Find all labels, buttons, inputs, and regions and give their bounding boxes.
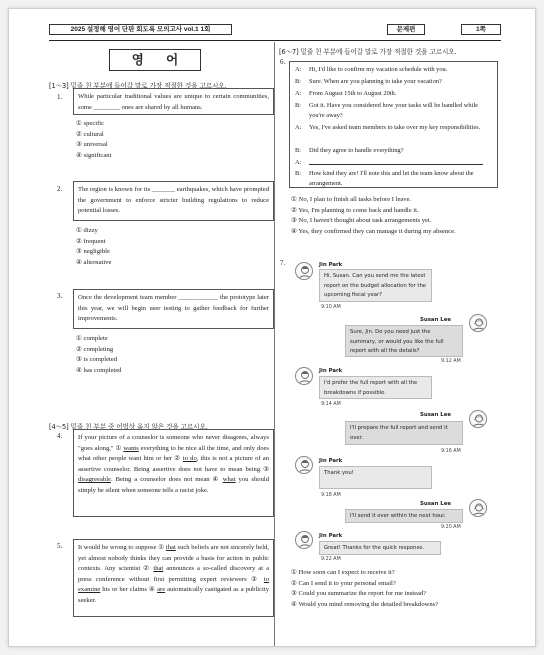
question-5-passage: It would be wrong to suppose ① that such beliefs are not sincerely held, yet almost nobody thinks they can provide a basis for action in public contexts. Any scientist ② that announces a so-called discovery at a press conference without first permitting expert reviewers ③ to examine his or her claims ④ are automatically castigated as a publicity seeker.	[73, 539, 274, 617]
header-rule	[49, 40, 501, 41]
timestamp: 9:20 AM	[441, 525, 461, 530]
avatar-susan-lee	[469, 499, 487, 517]
option-6-2[interactable]: ② Yes, I'm planning to come back and handle it.	[291, 206, 419, 214]
booklet-type: 문제편	[387, 24, 425, 35]
avatar-jin-park	[295, 262, 313, 280]
question-7-options	[291, 568, 438, 610]
exam-title: 2025 설정해 영어 단판 회도록 모의고사 vol.1 1회	[49, 24, 232, 35]
chat-bubble: Hi, Susan. Can you send me the latest report on the budget allocation for the upcoming fiscal year?	[319, 269, 432, 302]
instruction-6-7: [6～7] 밑줄 친 부분에 들어갈 말로 가장 적절한 것을 고르시오.	[279, 48, 457, 56]
underline-5-4: are	[157, 586, 166, 594]
underline-4-3: disagreeable	[78, 476, 111, 484]
option-1-1[interactable]: ① specific	[76, 120, 105, 127]
sender-name: Susan Lee	[420, 412, 452, 418]
option-3-4[interactable]: ④ has completed	[76, 366, 122, 374]
option-3-2[interactable]: ② completing	[76, 345, 114, 353]
avatar-susan-lee	[469, 410, 487, 428]
timestamp: 9:22 AM	[321, 557, 341, 562]
underline-4-4: what	[222, 476, 236, 484]
avatar-susan-lee	[469, 314, 487, 332]
question-number-7: 7.	[280, 259, 286, 267]
question-number-1: 1.	[57, 93, 63, 101]
sender-name: Jin Park	[319, 458, 343, 464]
timestamp: 9:10 AM	[321, 305, 341, 310]
option-7-2[interactable]: ② Can I send it to your personal email?	[291, 579, 396, 587]
chat-bubble: I'll send it over within the next hour.	[345, 509, 463, 523]
underline-5-2: that	[153, 565, 164, 573]
avatar-jin-park	[295, 367, 313, 385]
page-number: 1쪽	[461, 24, 501, 35]
timestamp: 9:14 AM	[321, 402, 341, 407]
option-6-3[interactable]: ③ No, I haven't thought about task arrangements yet.	[291, 217, 432, 224]
option-1-3[interactable]: ③ universal	[76, 141, 108, 148]
option-2-3[interactable]: ③ negligible	[76, 248, 110, 255]
question-number-5: 5.	[57, 542, 63, 550]
timestamp: 9:12 AM	[441, 359, 461, 364]
sender-name: Jin Park	[319, 368, 343, 374]
sender-name: Jin Park	[319, 533, 343, 539]
option-6-4[interactable]: ④ Yes, they confirmed they can manage it during my absence.	[291, 227, 456, 235]
sender-name: Susan Lee	[420, 317, 452, 323]
timestamp: 9:18 AM	[321, 493, 341, 498]
avatar-jin-park	[295, 456, 313, 474]
answer-blank	[309, 158, 483, 165]
option-2-4[interactable]: ④ alternative	[76, 258, 112, 266]
question-6-dialogue: A: Hi, I'd like to confirm my vacation schedule with you. B: Sure. When are you planning to take your vacation? A: From August 15th to August 20th. B: Got it. Have you considered how your tasks will be handled while you're away? A: Yes, I've asked team members to take over my key responsibilities. B: Did they agree to handle everything? A: B: How kind they are! I'll note this and let the team know about the arrangement.	[289, 61, 498, 188]
option-1-2[interactable]: ② cultural	[76, 130, 104, 138]
exam-page	[8, 8, 536, 647]
question-2-stem: The region is known for its _______ earthquakes, which have prompted the government to enforce stricter building regulations to reduce potential losses.	[73, 181, 274, 221]
option-2-2[interactable]: ② frequent	[76, 237, 106, 245]
question-number-6: 6.	[280, 58, 286, 66]
sender-name: Jin Park	[319, 262, 343, 268]
question-number-2: 2.	[57, 185, 63, 193]
underline-4-2: to do	[182, 455, 197, 463]
avatar-jin-park	[295, 531, 313, 549]
underline-4-1: wants	[123, 444, 139, 452]
option-1-4[interactable]: ④ significant	[76, 151, 112, 159]
underline-5-1: that	[165, 544, 176, 551]
question-2-options	[76, 226, 111, 268]
timestamp: 9:16 AM	[441, 449, 461, 454]
chat-bubble: Great! Thanks for the quick response.	[319, 541, 441, 555]
chat-bubble: Thank you!	[319, 466, 432, 489]
chat-bubble: I'd prefer the full report with all the breakdowns if possible.	[319, 376, 432, 399]
question-1-options	[76, 119, 111, 161]
instruction-4-5: [4～5] 밑줄 친 부분 중 어법상 옳지 않은 것을 고르시오.	[49, 423, 208, 431]
question-number-4: 4.	[57, 432, 63, 440]
question-3-options	[76, 334, 121, 376]
option-7-4[interactable]: ④ Would you mind removing the detailed breakdowns?	[291, 600, 439, 608]
subject-title: 영 어	[109, 49, 201, 71]
instruction-1-3: [1～3] 밑줄 친 부분에 들어갈 말로 가장 적절한 것을 고르시오.	[49, 82, 227, 90]
underline-5-3: to examine	[78, 575, 269, 594]
option-7-3[interactable]: ③ Could you summarize the report for me instead?	[291, 590, 427, 597]
option-7-1[interactable]: ① How soon can I expect to receive it?	[291, 569, 395, 576]
question-4-passage: If your picture of a counselor is someone who never disagrees, always "goes along," ① wants everything to be nice all the time, and only does what other people want him or her ② to do, this is not a picture of an assertive counselor. Being assertive does not have to mean being ③ disagreeable. Being a counselor does not mean ④ what you should simply be silent when someone tells a racist joke.	[73, 429, 274, 517]
option-3-3[interactable]: ③ is completed	[76, 356, 118, 363]
chat-bubble: I'll prepare the full report and send it over.	[345, 421, 463, 445]
question-6-options	[291, 195, 456, 237]
sender-name: Susan Lee	[420, 501, 452, 507]
question-number-3: 3.	[57, 292, 63, 300]
chat-bubble: Sure, Jin. Do you need just the summary, or would you like the full report with all the details?	[345, 325, 463, 357]
option-3-1[interactable]: ① complete	[76, 335, 108, 342]
option-6-1[interactable]: ① No, I plan to finish all tasks before I leave.	[291, 196, 412, 203]
option-2-1[interactable]: ① dizzy	[76, 227, 98, 234]
question-1-stem: While particular traditional values are unique to certain communities, some ________ ones are shared by all humans.	[73, 88, 274, 115]
column-divider	[274, 42, 275, 646]
question-3-stem: Once the development team member ____________ the prototype later this year, we will begin user testing to gather feedback for further improvements.	[73, 289, 274, 329]
